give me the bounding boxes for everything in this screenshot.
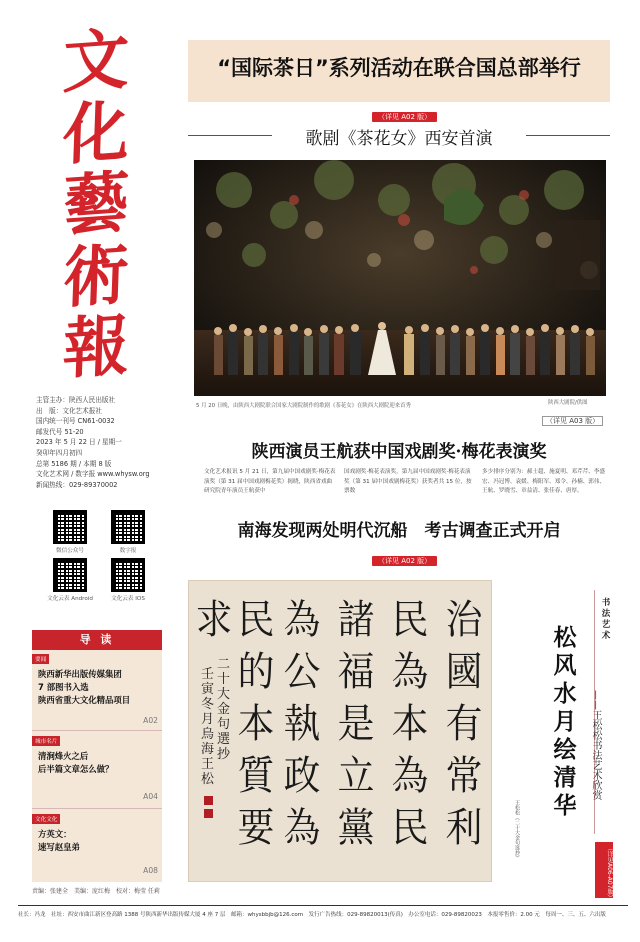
guide-tag: 文化文化 [32, 814, 60, 824]
calligraphy-artwork[interactable] [188, 580, 492, 882]
calligraphy-column [279, 595, 325, 853]
info-line: 癸卯年四月初四 [36, 448, 83, 457]
guide-item[interactable] [32, 654, 162, 725]
guide-item[interactable] [32, 814, 162, 875]
guide-page: A04 [143, 792, 158, 801]
calligraphy-column [233, 595, 279, 853]
info-line: 新闻热线：029-89370002 [36, 480, 118, 489]
calligraphy-char: 要 [237, 805, 275, 851]
shipwreck-headline[interactable]: 南海发现两处明代沉船 考古调查正式开启 [237, 521, 561, 541]
qr-code-icon [53, 510, 87, 544]
masthead-char: 術 [61, 234, 131, 317]
see-page-text: （详见 A02 版） [372, 112, 437, 122]
article-column: 多少排序分别为：郝士超、施夏明、邓芹芹、李盛宏、冯冠博、袁媛、梅阳军、郑令、孙楠、郭伟、王航、罗晓雪、章益清、张佳春、唐厚。 [482, 469, 606, 495]
calligraphy-char: 常 [445, 753, 483, 799]
calligraphy-char: 是 [337, 701, 375, 747]
publication-info [36, 395, 152, 490]
calligraphy-char: 福 [337, 649, 375, 695]
inscription-char: 松 [201, 772, 215, 787]
inscription-column [217, 657, 230, 762]
info-line: 国内统一刊号 CN61-0032 [36, 417, 115, 426]
guide-line: 速写赵皇弟 [38, 842, 80, 852]
calligraphy-char: 諸 [337, 597, 375, 643]
calligraphy-char: 國 [445, 649, 483, 695]
masthead-char: 藝 [61, 162, 131, 246]
see-page-badge[interactable] [372, 104, 437, 123]
inscription-char: 句 [217, 717, 231, 732]
calligraphy-char: 執 [283, 701, 321, 747]
seal-stamp [204, 796, 213, 805]
calligraphy-char: 為 [283, 805, 321, 851]
divider [32, 808, 162, 809]
info-line: 出 版：文化艺术报社 [36, 406, 102, 415]
guide-title: 导 读 [32, 630, 162, 650]
title-char: 松 [553, 624, 577, 651]
inscription-char: 大 [217, 687, 231, 702]
calligraphy-char: 政 [283, 753, 321, 799]
guide-line: 7 部图书入选 [38, 682, 89, 692]
info-line: 邮发代号 51-20 [36, 427, 84, 436]
inscription-char: 月 [201, 712, 215, 727]
see-page-text: （详见 A02 版） [372, 556, 437, 566]
calligraphy-char: 為 [391, 753, 429, 799]
qr-label: 微信公众号 [56, 548, 84, 554]
calligraphy-char: 治 [445, 597, 483, 643]
see-page-text: （详见 A03 版） [542, 416, 603, 426]
qr-codes [44, 510, 154, 602]
calligraphy-char: 民 [237, 597, 275, 643]
inscription-char: 冬 [201, 697, 215, 712]
stage-photo-image [194, 160, 606, 396]
info-line: 总第 5186 期 / 本期 8 版 [36, 459, 112, 468]
qr-ios[interactable] [102, 558, 154, 602]
calligraphy-char: 公 [283, 649, 321, 695]
inscription-char: 寅 [201, 682, 215, 697]
calligraphy-char: 質 [237, 753, 275, 799]
inscription-char: 海 [201, 742, 215, 757]
calligraphy-column [333, 595, 379, 853]
guide-tag: 要闻 [32, 654, 49, 664]
calligraphy-char: 立 [337, 753, 375, 799]
guide-tag: 城市名片 [32, 736, 60, 746]
calligraphy-char: 為 [391, 649, 429, 695]
qr-epaper[interactable] [102, 510, 154, 554]
photo-credit: 陕西大剧院/供图 [548, 400, 588, 406]
inscription-char: 烏 [201, 727, 215, 742]
info-line: 主管主办：陕西人民出版社 [36, 396, 116, 404]
inscription-column [201, 667, 214, 787]
inscription-char: 二 [217, 657, 231, 672]
title-char: 华 [553, 792, 577, 819]
qr-wechat[interactable] [44, 510, 96, 554]
masthead [36, 19, 156, 389]
calligraphy-char: 本 [391, 701, 429, 747]
calligraphy-char: 的 [237, 649, 275, 695]
calligraphy-feature-title[interactable] [548, 624, 582, 820]
qr-code-icon [111, 558, 145, 592]
calligraphy-char: 民 [391, 805, 429, 851]
calligraphy-column [441, 595, 487, 853]
photo-caption: 5 月 20 日晚，由陕西大剧院联合国家大剧院制作的歌剧《茶花女》在陕西大剧院迎来首秀 [196, 403, 411, 409]
lead-headline-box[interactable] [188, 40, 610, 102]
inscription-char: 王 [201, 757, 215, 772]
footer-info: 社长：冯龙 社址：西安市曲江新区登高路 1388 号陕西新华出版传媒大厦 4 座 7 层 邮箱：whysbbjb@126.com 发行广告热线：029-89820013(传真) 办公室电话：029-89820023 本报零售价：2.00 元 每周一、三、五、六出版 [18, 905, 628, 918]
title-char: 水 [553, 680, 577, 707]
calligraphy-char: 本 [237, 701, 275, 747]
calligraphy-char: 民 [391, 597, 429, 643]
seal-stamp [204, 809, 213, 818]
guide-page: A08 [143, 866, 158, 875]
see-page-badge[interactable] [372, 548, 437, 567]
title-char: 绘 [553, 736, 577, 763]
calligraphy-char: 求 [195, 597, 233, 643]
article-column: 文化艺术报讯 5 月 21 日，第九届中国戏剧奖·梅花表演奖（第 31 届中国戏剧梅花奖）揭晓，陕西省戏曲研究院青年演员王航获中 [204, 469, 336, 495]
inscription-char: 選 [217, 732, 231, 747]
article-column: 国戏剧奖·梅花表演奖。第九届中国戏剧奖·梅花表演奖（第 31 届中国戏剧梅花奖）获奖者共 15 位，按票数 [344, 469, 472, 495]
inscription-char: 金 [217, 702, 231, 717]
feature-subtitle: ——王松松书法艺术欣赏 [590, 690, 601, 800]
guide-line: 方英文： [38, 829, 72, 839]
inscription-char: 壬 [201, 667, 215, 682]
qr-android[interactable] [44, 558, 96, 602]
guide-line: 陕西新华出版传媒集团 [38, 669, 122, 679]
guide-line: 清涧烽火之后 [38, 751, 89, 761]
title-char: 月 [553, 708, 577, 735]
opera-stage-photo[interactable] [194, 160, 606, 396]
inscription-char: 十 [217, 672, 231, 687]
qr-label: 数字报 [119, 548, 137, 554]
guide-line: 后半篇文章怎么做？ [38, 764, 114, 774]
see-page-badge[interactable] [542, 408, 603, 427]
artwork-note: 王松松《二十大金句选抄》 [514, 800, 520, 860]
calligraphy-char: 黨 [337, 805, 375, 851]
qr-label: 文化云表 Android [47, 596, 93, 602]
qr-label: 文化云表 IOS [111, 596, 145, 602]
info-line[interactable]: 文化艺术网 / 数字报 www.whysw.org [36, 470, 150, 479]
title-char: 清 [553, 764, 577, 791]
opera-headline[interactable]: 歌剧《茶花女》西安首演 [305, 129, 493, 149]
divider [32, 730, 162, 731]
lead-headline: “国际茶日”系列活动在联合国总部举行 [217, 56, 581, 80]
award-headline[interactable]: 陕西演员王航获中国戏剧奖·梅花表演奖 [251, 442, 547, 462]
guide-page: A02 [143, 716, 158, 725]
section-label: 书法艺术 [601, 598, 611, 641]
calligraphy-char: 有 [445, 701, 483, 747]
masthead-char: 報 [61, 305, 131, 389]
guide-box [32, 630, 162, 882]
masthead-char: 文 [61, 19, 131, 103]
title-char: 风 [553, 652, 577, 679]
calligraphy-column [191, 595, 237, 645]
calligraphy-char: 為 [283, 597, 321, 643]
guide-item[interactable] [32, 736, 162, 801]
info-line: 2023 年 5 月 22 日 / 星期一 [36, 438, 122, 447]
masthead-char: 化 [61, 91, 131, 174]
qr-code-icon [53, 558, 87, 592]
qr-code-icon [111, 510, 145, 544]
editors-line: 责编：张建全 美编：庞红梅 校对：梅莹 任莉 [32, 888, 160, 895]
guide-line: 陕西省重大文化精品项目 [38, 695, 131, 705]
calligraphy-char: 利 [445, 805, 483, 851]
see-page-badge[interactable]: （详见A06-A07版） [595, 842, 613, 898]
inscription-char: 抄 [217, 747, 231, 762]
calligraphy-column [387, 595, 433, 853]
